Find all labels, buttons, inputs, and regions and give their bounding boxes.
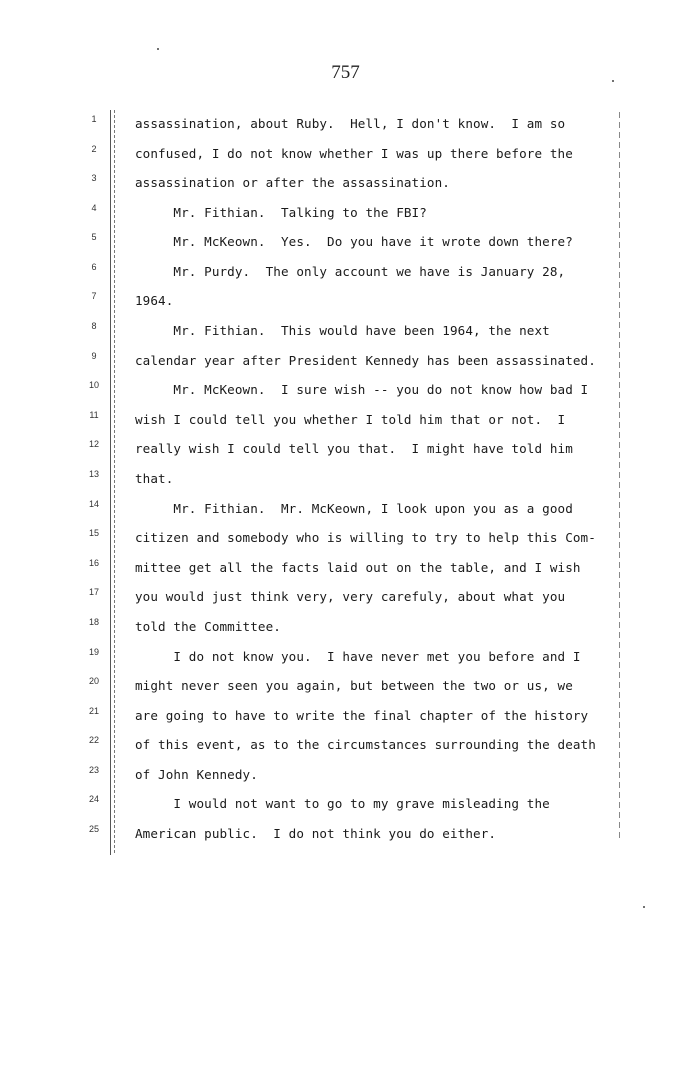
transcript-line: Mr. Fithian. Talking to the FBI? bbox=[135, 205, 427, 220]
transcript-line: might never seen you again, but between the two or us, we bbox=[135, 678, 573, 693]
transcript-line: I would not want to go to my grave misleading the bbox=[135, 796, 550, 811]
line-number: 2 bbox=[91, 144, 97, 154]
scan-speck bbox=[643, 906, 645, 908]
right-margin-rule bbox=[619, 112, 620, 842]
line-number: 21 bbox=[88, 706, 99, 716]
transcript-line: are going to have to write the final chapter of the history bbox=[135, 708, 589, 723]
line-number: 24 bbox=[88, 794, 99, 804]
line-number: 15 bbox=[88, 528, 99, 538]
line-number: 22 bbox=[88, 735, 99, 745]
line-number: 14 bbox=[88, 499, 99, 509]
line-number: 4 bbox=[91, 203, 97, 213]
transcript-line: citizen and somebody who is willing to try to help this Com- bbox=[135, 530, 596, 545]
transcript-line: calendar year after President Kennedy has been assassinated. bbox=[135, 353, 596, 368]
left-margin-rule-dotted bbox=[114, 110, 115, 855]
transcript-line: Mr. Purdy. The only account we have is January 28, bbox=[135, 264, 566, 279]
scan-speck bbox=[612, 80, 614, 82]
line-number: 5 bbox=[91, 232, 97, 242]
transcript-line: you would just think very, very carefuly, about what you bbox=[135, 589, 566, 604]
line-number: 12 bbox=[88, 439, 99, 449]
line-number: 23 bbox=[88, 765, 99, 775]
transcript-line: I do not know you. I have never met you before and I bbox=[135, 649, 581, 664]
line-number: 25 bbox=[88, 824, 99, 834]
line-number: 17 bbox=[88, 587, 99, 597]
page-number: 757 bbox=[331, 62, 360, 83]
line-number: 1 bbox=[91, 114, 97, 124]
line-number: 9 bbox=[91, 351, 97, 361]
left-margin-rule bbox=[110, 110, 111, 855]
transcript-line: really wish I could tell you that. I might have told him bbox=[135, 441, 573, 456]
transcript-line: told the Committee. bbox=[135, 619, 281, 634]
line-number: 10 bbox=[88, 380, 99, 390]
transcript-line: Mr. Fithian. Mr. McKeown, I look upon you as a good bbox=[135, 501, 573, 516]
line-number: 8 bbox=[91, 321, 97, 331]
line-number: 13 bbox=[88, 469, 99, 479]
transcript-line: confused, I do not know whether I was up there before the bbox=[135, 146, 573, 161]
line-number: 6 bbox=[91, 262, 97, 272]
line-number: 19 bbox=[88, 647, 99, 657]
scan-speck bbox=[157, 48, 159, 50]
line-number: 20 bbox=[88, 676, 99, 686]
transcript-line: mittee get all the facts laid out on the table, and I wish bbox=[135, 560, 581, 575]
line-number: 3 bbox=[91, 173, 97, 183]
transcript-line: assassination, about Ruby. Hell, I don't know. I am so bbox=[135, 116, 566, 131]
transcript-line: of this event, as to the circumstances surrounding the death bbox=[135, 737, 596, 752]
line-number: 18 bbox=[88, 617, 99, 627]
transcript-line: Mr. McKeown. Yes. Do you have it wrote down there? bbox=[135, 234, 573, 249]
transcript-line: 1964. bbox=[135, 293, 174, 308]
transcript-line: American public. I do not think you do either. bbox=[135, 826, 497, 841]
transcript-line: assassination or after the assassination. bbox=[135, 175, 450, 190]
transcript-line: Mr. McKeown. I sure wish -- you do not know how bad I bbox=[135, 382, 589, 397]
line-number: 16 bbox=[88, 558, 99, 568]
transcript-line: Mr. Fithian. This would have been 1964, the next bbox=[135, 323, 550, 338]
transcript-line: wish I could tell you whether I told him that or not. I bbox=[135, 412, 566, 427]
transcript-line: that. bbox=[135, 471, 174, 486]
line-number: 7 bbox=[91, 291, 97, 301]
transcript-line: of John Kennedy. bbox=[135, 767, 258, 782]
line-number: 11 bbox=[89, 410, 99, 420]
